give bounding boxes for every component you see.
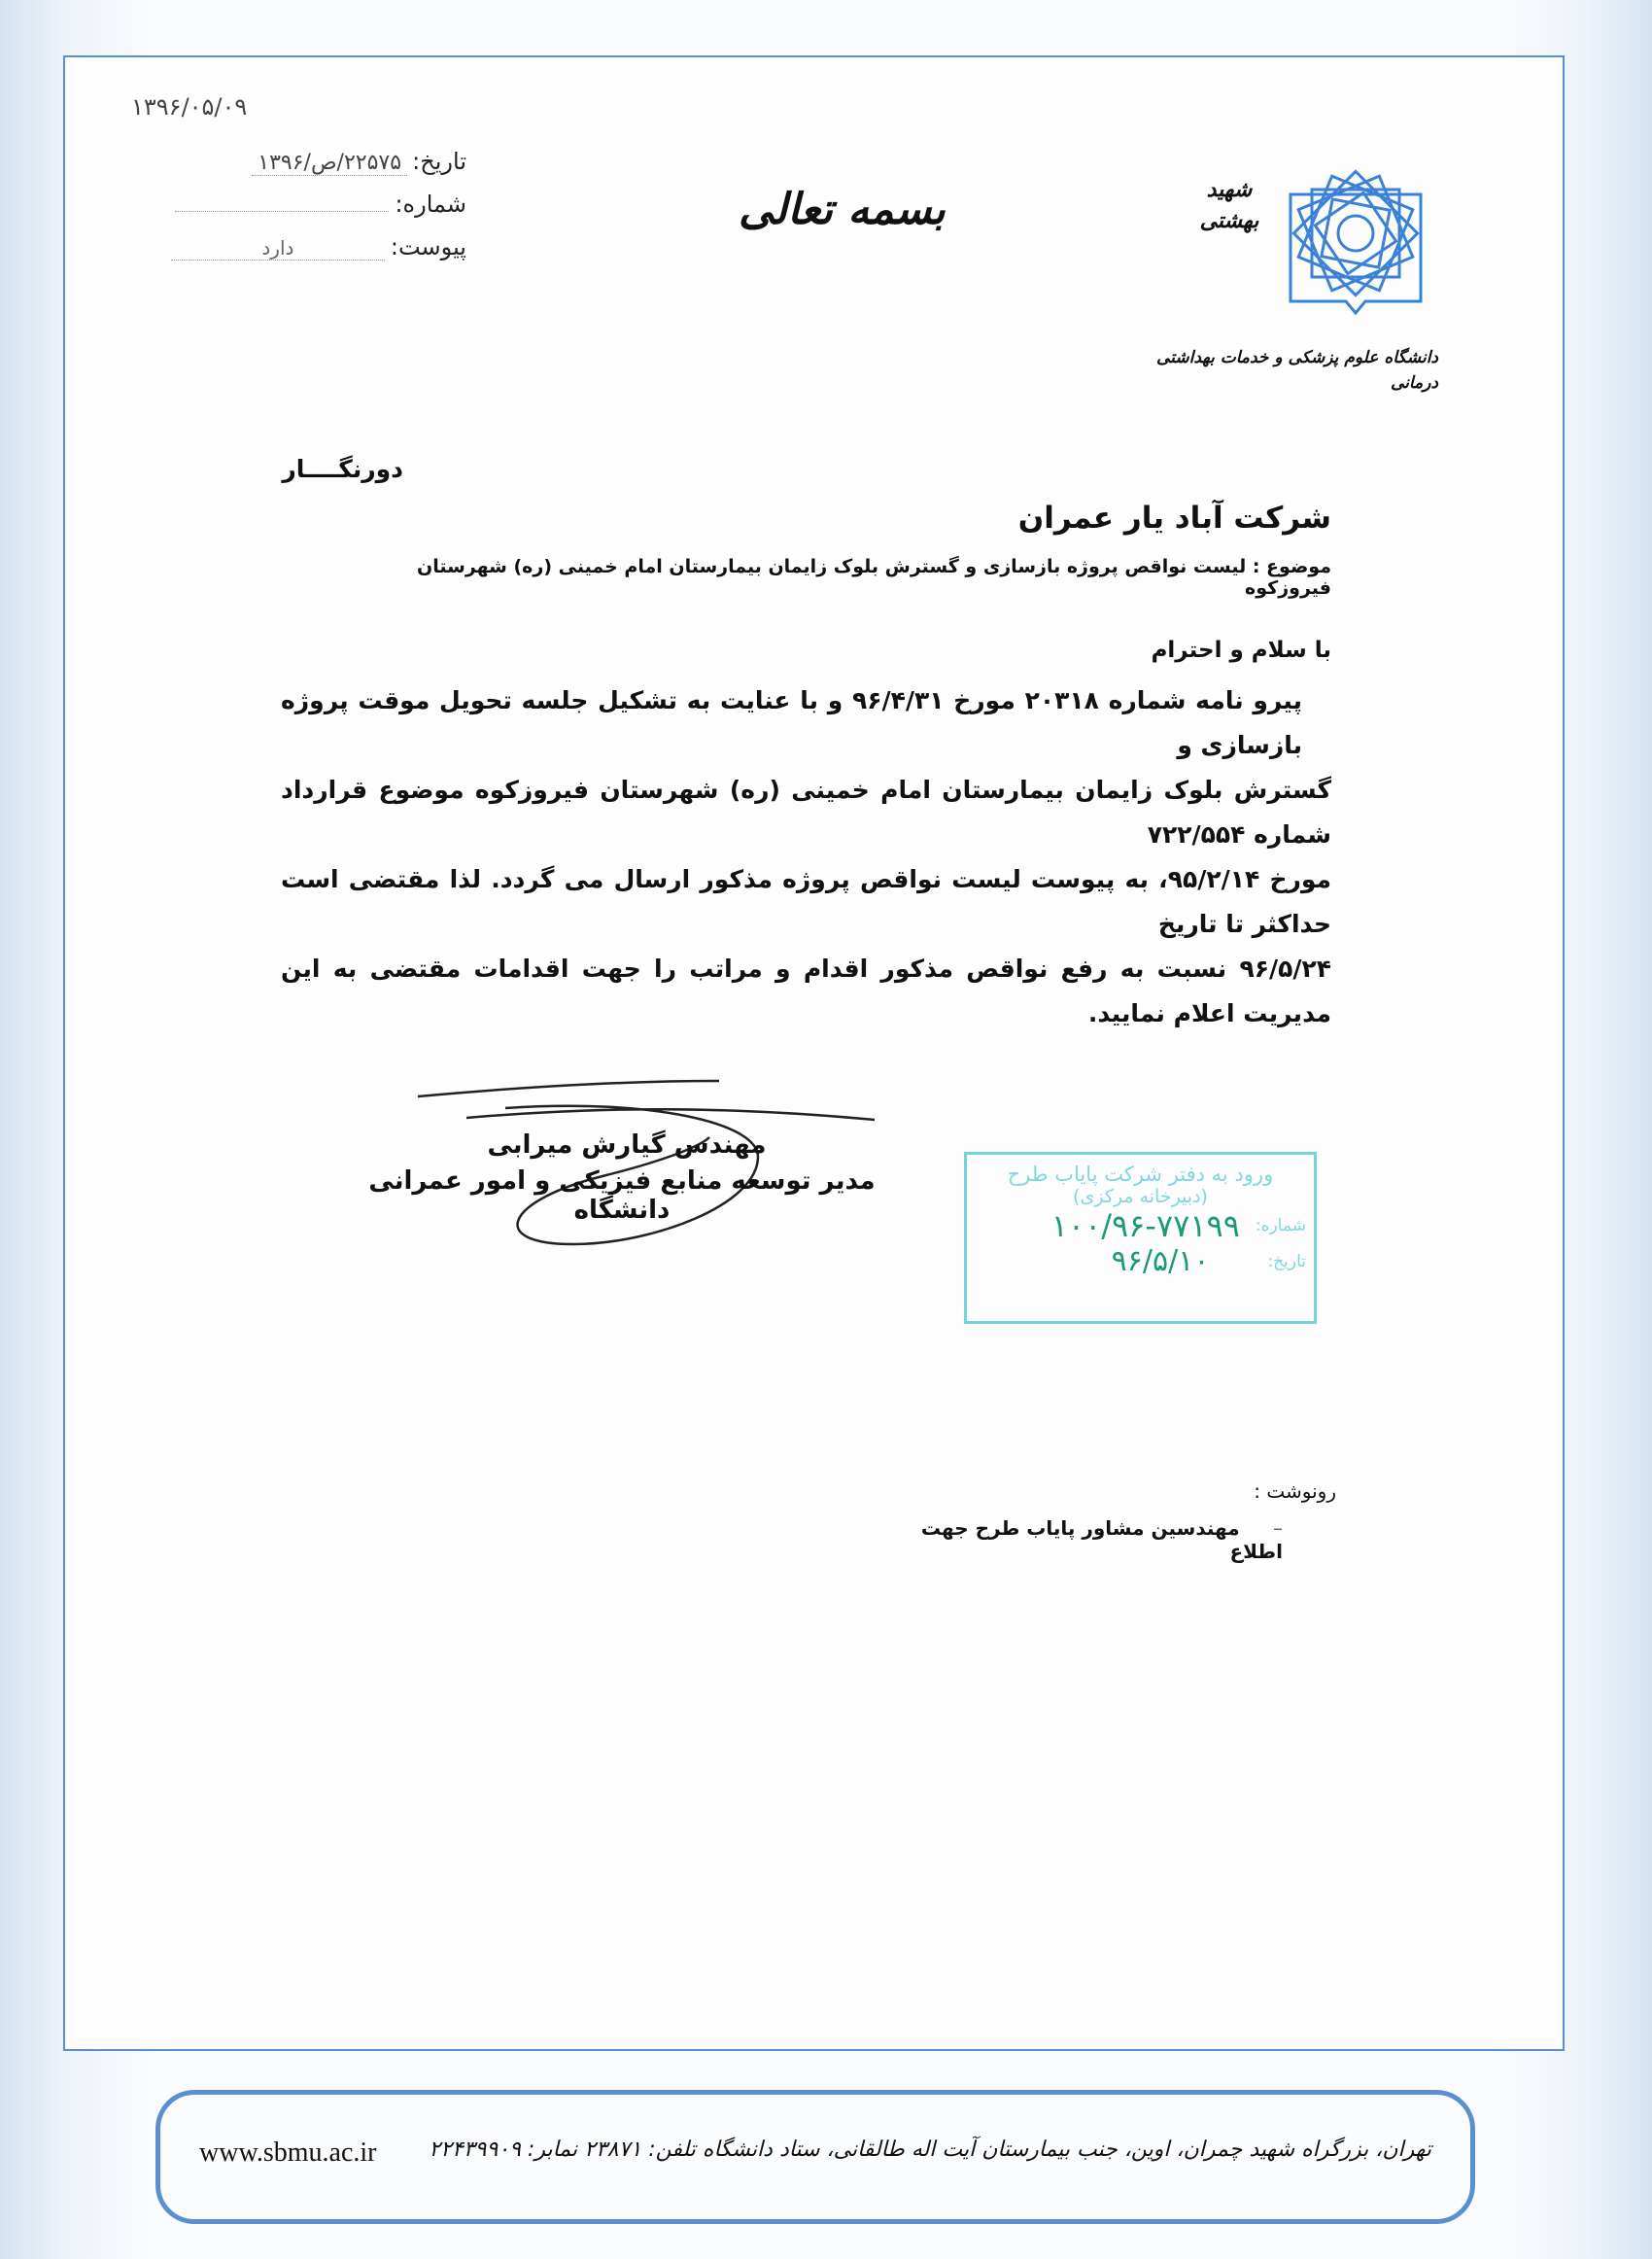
footer-address: تهران، بزرگراه شهید چمران، اوین، جنب بیمارستان آیت اله طالقانی، ستاد دانشگاه تلفن: ۲۳۸۷۱ نمابر: ۲۲۴۳۹۹۰۹ xyxy=(429,2137,1431,2162)
stamp-number-row xyxy=(967,1207,1314,1244)
body-line: مورخ ۹۵/۲/۱۴، به پیوست لیست نواقص پروژه مذکور ارسال می گردد. لذا مقتضی است حداکثر تا تاریخ xyxy=(281,865,1332,938)
stamp-line1: ورود به دفتر شرکت پایاب طرح xyxy=(1007,1163,1274,1186)
body-line: گسترش بلوک زایمان بیمارستان امام خمینی (ره) شهرستان فیروزکوه موضوع قرارداد شماره ۷۲۲/۵۵۴ xyxy=(281,776,1331,849)
cc-item xyxy=(875,1516,1283,1563)
stamp-number-label: شماره: xyxy=(1255,1216,1306,1235)
attachment-row xyxy=(165,233,466,261)
number-row xyxy=(165,191,466,218)
cc-label: رونوشت : xyxy=(1254,1479,1336,1503)
attachment-value: دارد xyxy=(171,236,385,261)
number-value xyxy=(175,211,389,212)
greeting: با سلام و احترام xyxy=(1151,638,1331,663)
recipient: شرکت آباد یار عمران xyxy=(1017,501,1331,536)
footer-website[interactable]: www.sbmu.ac.ir xyxy=(199,2137,377,2168)
university-logo xyxy=(1156,156,1438,408)
rosette-emblem-icon xyxy=(1283,156,1428,330)
body-line: ۹۶/۵/۲۴ نسبت به رفع نواقص مذکور اقدام و مراتب را جهت اقدامات مقتضی به این مدیریت اعلام نمایید. xyxy=(281,955,1331,1027)
date-row xyxy=(78,148,466,175)
body-line: پیرو نامه شماره ۲۰۳۱۸ مورخ ۹۶/۴/۳۱ و با عنایت به تشکیل جلسه تحویل موقت پروژه بازسازی و xyxy=(281,686,1303,759)
stamp-line2: (دبیرخانه مرکزی) xyxy=(1073,1186,1208,1207)
basmala: بسمه تعالی xyxy=(739,185,946,234)
stamp-number-value: ۱۰۰/۹۶-۷۷۱۹۹ xyxy=(1050,1207,1240,1244)
cc-dash: – xyxy=(1273,1516,1283,1540)
stamp-date-row xyxy=(967,1244,1314,1278)
logo-text-name: شهید بهشتی xyxy=(1199,178,1259,233)
stamp-date-label: تاریخ: xyxy=(1267,1251,1306,1271)
attachment-label: پیوست: xyxy=(390,233,466,261)
signatory-title: مدیر توسعه منابع فیزیکی و امور عمرانی دانشگاه xyxy=(368,1166,876,1225)
cc-item-text: مهندسین مشاور پایاب طرح جهت اطلاع xyxy=(920,1516,1283,1563)
logo-text-university: دانشگاه علوم پزشکی و خدمات بهداشتی درمانی xyxy=(1156,348,1438,393)
handwritten-date: ۱۳۹۶/۰۵/۰۹ xyxy=(131,93,248,121)
stamp-date-value: ۹۶/۵/۱۰ xyxy=(1111,1244,1210,1278)
signatory-name: مهندس گیارش میرابی xyxy=(487,1130,767,1160)
letter-body xyxy=(281,678,1331,1036)
date-value: ۲۲۵۷۵/ص/۱۳۹۶ xyxy=(252,151,407,176)
subject: موضوع : لیست نواقص پروژه بازسازی و گسترش بلوک زایمان بیمارستان امام خمینی (ره) شهرستان فیروزکوه xyxy=(417,556,1331,599)
fax-label: دورنگــــار xyxy=(282,455,403,483)
received-stamp xyxy=(964,1152,1317,1324)
number-label: شماره: xyxy=(395,191,466,218)
date-label: تاریخ: xyxy=(412,148,466,175)
footer-address-box xyxy=(155,2090,1475,2224)
